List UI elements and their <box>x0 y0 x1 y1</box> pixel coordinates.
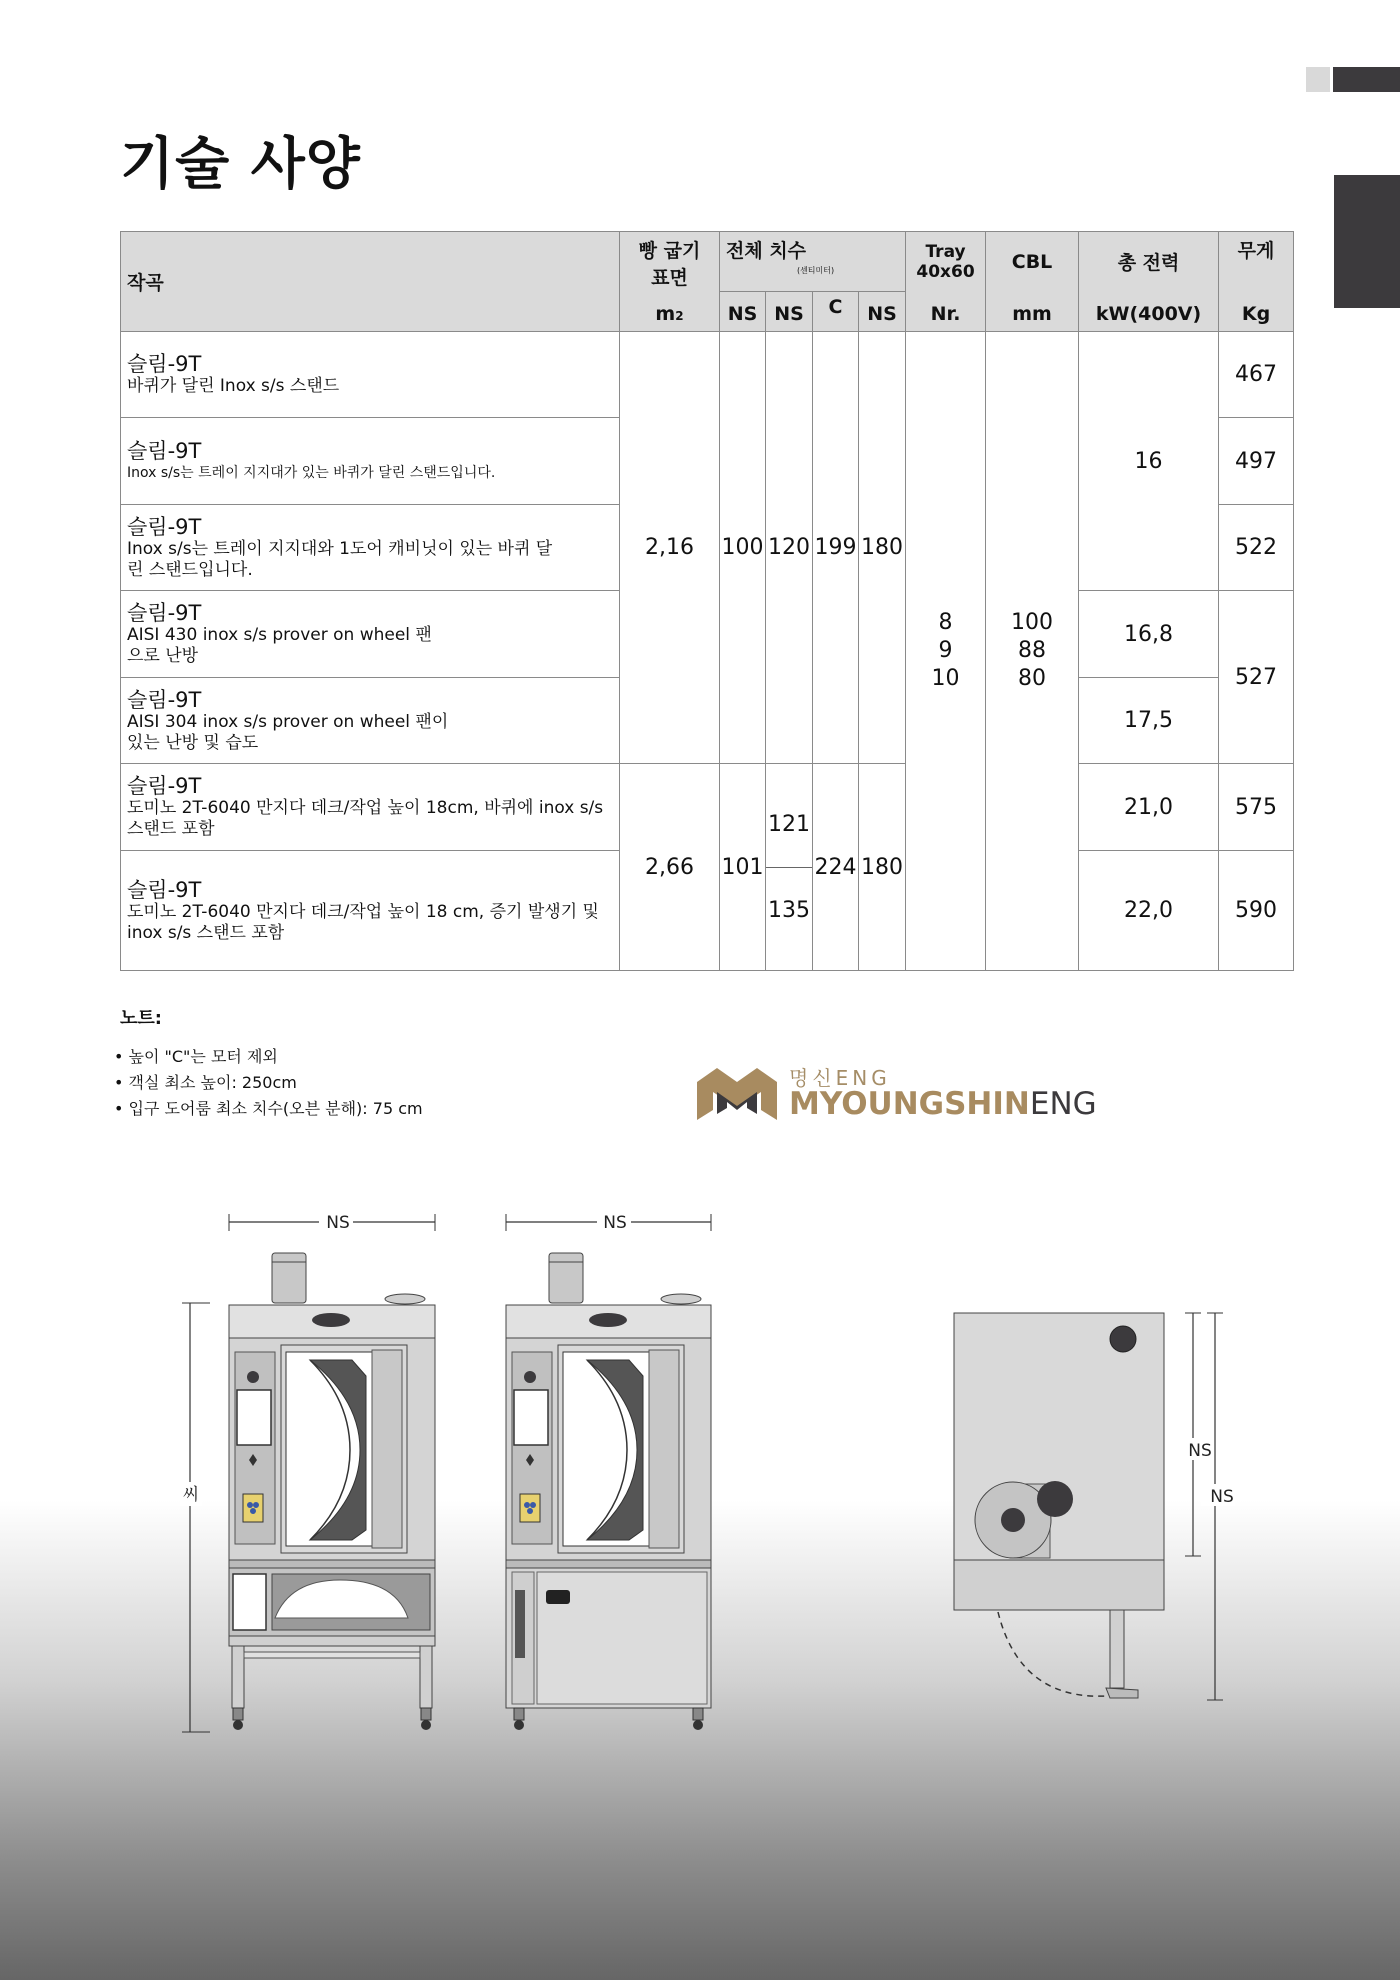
surface-a: 2,16 <box>620 332 720 764</box>
product-name: 슬림-9T <box>127 774 202 799</box>
product-name: 슬림-9T <box>127 877 202 902</box>
product-desc: 바퀴가 달린 Inox s/s 스탠드 <box>127 376 340 396</box>
weight-cell: 590 <box>1219 851 1294 971</box>
product-desc: AISI 430 inox s/s prover on wheel 팬으로 난방 <box>127 625 432 666</box>
weight-cell: 467 <box>1219 332 1294 418</box>
header-weight: 무게 <box>1219 232 1294 292</box>
weight-cell: 497 <box>1219 418 1294 505</box>
front-view-oven-cabinet <box>506 1212 711 1730</box>
dim-c-b: 224 <box>813 764 859 971</box>
cbl-values: 100 88 80 <box>986 332 1079 971</box>
logo-english: MYOUNGSHINENG <box>789 1086 1097 1122</box>
header-power-unit: kW(400V) <box>1079 292 1219 332</box>
page-title: 기술 사양 <box>120 132 361 197</box>
dim-ns3-a: 180 <box>859 332 906 764</box>
tray-values: 8 9 10 <box>906 332 986 971</box>
surface-b: 2,66 <box>620 764 720 971</box>
header-dim-ns-1: NS <box>720 292 766 332</box>
product-desc: 도미노 2T-6040 만지다 데크/작업 높이 18 cm, 증기 발생기 및 inox s/s 스탠드 포함 <box>127 901 599 943</box>
dim-ns2-b: 121 135 <box>766 764 813 971</box>
product-desc: Inox s/s는 트레이 지지대와 1도어 캐비닛이 있는 바퀴 달린 스탠드입니다. <box>127 538 553 580</box>
header-dimensions: 전체 치수 (센티미터) <box>720 232 906 292</box>
product-desc: 도미노 2T-6040 만지다 데크/작업 높이 18cm, 바퀴에 inox s/s 스탠드 포함 <box>127 798 604 840</box>
side-outer-height-label: NS <box>1210 1487 1234 1507</box>
weight-merged: 527 <box>1219 591 1294 764</box>
product-desc: AISI 304 inox s/s prover on wheel 팬이 있는 난방 및 습도 <box>127 711 449 753</box>
header-bake-surface: 빵 굽기 표면 <box>620 232 720 292</box>
product-name: 슬림-9T <box>127 601 202 625</box>
product-name: 슬림-9T <box>127 438 202 463</box>
product-name: 슬림-9T <box>127 687 202 712</box>
dim-ns3-b: 180 <box>859 764 906 971</box>
header-dim-ns-3: NS <box>859 292 906 332</box>
header-weight-unit: Kg <box>1219 292 1294 332</box>
note-item: • 높이 "C"는 모터 제외 <box>114 1044 423 1070</box>
header-tray-unit: Nr. <box>906 292 986 332</box>
side-view-drawing <box>954 1313 1235 1700</box>
power-cell: 16,8 <box>1079 591 1219 678</box>
header-cbl: CBL <box>986 232 1079 292</box>
notes-title: 노트: <box>120 1008 162 1029</box>
logo-korean: 명신ENG <box>789 1066 891 1090</box>
power-top: 16 <box>1079 332 1219 591</box>
dim-ns2-a: 120 <box>766 332 813 764</box>
header-tray: Tray 40x60 <box>906 232 986 292</box>
power-cell: 17,5 <box>1079 678 1219 764</box>
weight-cell: 575 <box>1219 764 1294 851</box>
power-cell: 22,0 <box>1079 851 1219 971</box>
note-item: • 객실 최소 높이: 250cm <box>114 1070 423 1096</box>
side-inner-height-label: NS <box>1188 1441 1212 1461</box>
weight-cell: 522 <box>1219 505 1294 591</box>
dim-c-a: 199 <box>813 332 859 764</box>
front1-width-label: NS <box>326 1213 350 1233</box>
header-cbl-unit: mm <box>986 292 1079 332</box>
dim-ns1-a: 100 <box>720 332 766 764</box>
front-view-oven-drawer <box>180 1212 435 1732</box>
dim-ns1-b: 101 <box>720 764 766 971</box>
product-name: 슬림-9T <box>127 352 202 376</box>
note-item: • 입구 도어룸 최소 치수(오븐 분해): 75 cm <box>114 1096 423 1122</box>
front1-height-label: 씨 <box>182 1485 200 1505</box>
front2-width-label: NS <box>603 1213 627 1233</box>
header-product: 작곡 <box>121 232 620 332</box>
header-power: 총 전력 <box>1079 232 1219 292</box>
header-bake-surface-unit: m2 <box>620 292 720 332</box>
product-name: 슬림-9T <box>127 514 202 539</box>
header-dim-ns-2: NS <box>766 292 813 332</box>
power-cell: 21,0 <box>1079 764 1219 851</box>
header-dim-c: C <box>813 292 859 332</box>
product-desc: Inox s/s는 트레이 지지대가 있는 바퀴가 달린 스탠드입니다. <box>127 464 496 481</box>
